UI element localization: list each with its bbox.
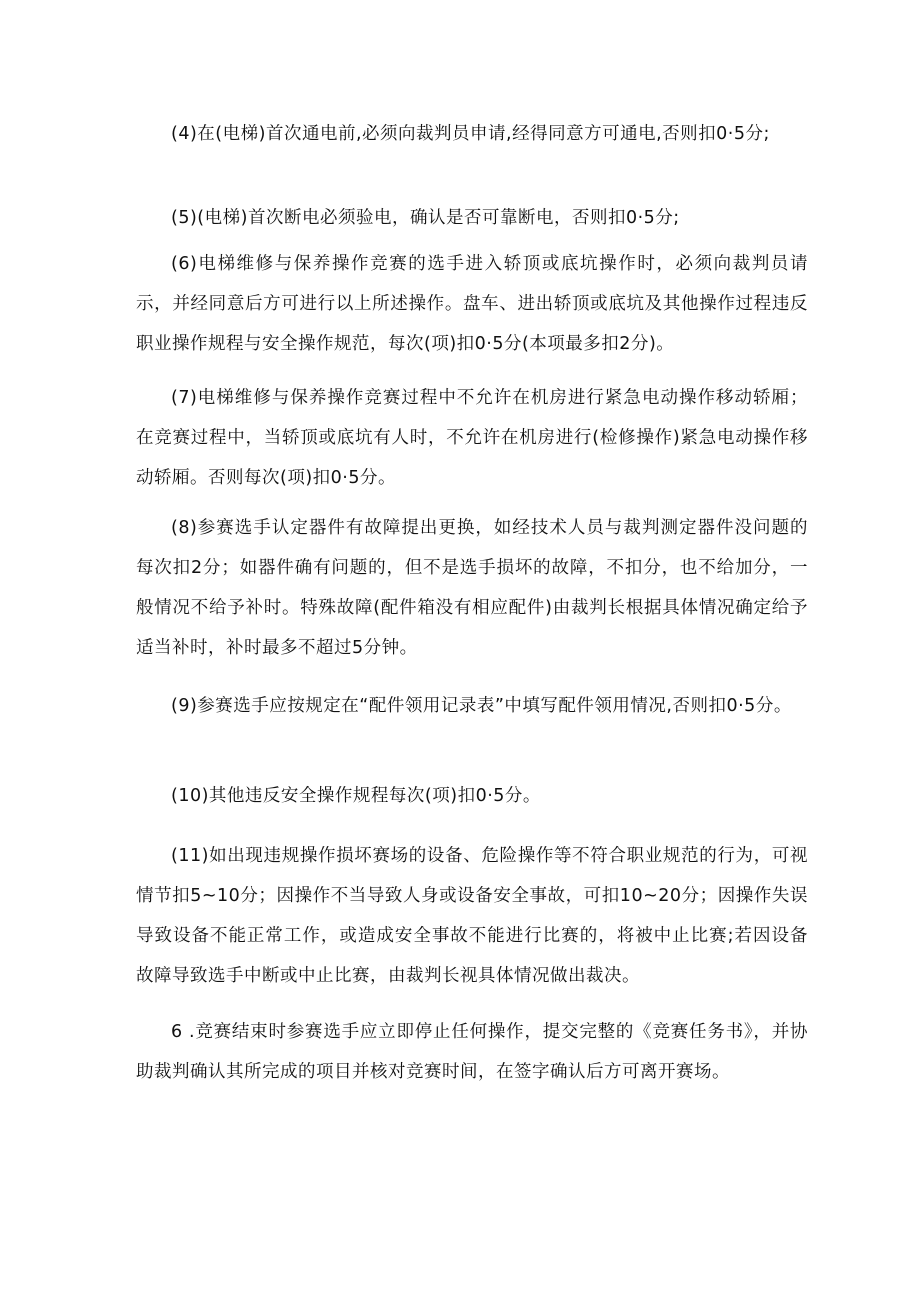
rule-paragraph-9: (9)参赛选手应按规定在“配件领用记录表”中填写配件领用情况,否则扣0·5分。: [171, 696, 792, 716]
rule-paragraph-10: (10)其他违反安全操作规程每次(项)扣0·5分。: [171, 786, 541, 806]
rule-paragraph-4: (4)在(电梯)首次通电前,必须向裁判员申请,经得同意方可通电,否则扣0·5分;: [171, 124, 770, 144]
section-item-6: 6 .竞赛结束时参赛选手应立即停止任何操作，提交完整的《竞赛任务书》，并协助裁判确认其所完成的项目并核对竞赛时间，在签字确认后方可离开赛场。: [136, 1022, 808, 1082]
rule-paragraph-5: (5)(电梯)首次断电必须验电，确认是否可靠断电，否则扣0·5分;: [171, 208, 680, 228]
rule-paragraph-7: (7)电梯维修与保养操作竞赛过程中不允许在机房进行紧急电动操作移动轿厢；在竞赛过程中，当轿顶或底坑有人时，不允许在机房进行(检修操作)紧急电动操作移动轿厢。否则每次(项)扣0·5分。: [136, 388, 808, 488]
rule-paragraph-8: (8)参赛选手认定器件有故障提出更换，如经技术人员与裁判测定器件没问题的每次扣2分；如器件确有问题的，但不是选手损坏的故障，不扣分，也不给加分，一般情况不给予补时。特殊故障(配件箱没有相应配件)由裁判长根据具体情况确定给予适当补时，补时最多不超过5分钟。: [136, 518, 808, 658]
rule-paragraph-6: (6)电梯维修与保养操作竞赛的选手进入轿顶或底坑操作时，必须向裁判员请示，并经同意后方可进行以上所述操作。盘车、进出轿顶或底坑及其他操作过程违反职业操作规程与安全操作规范，每次(项)扣0·5分(本项最多扣2分)。: [136, 254, 808, 354]
rule-paragraph-11: (11)如出现违规操作损坏赛场的设备、危险操作等不符合职业规范的行为，可视情节扣5~10分；因操作不当导致人身或设备安全事故，可扣10~20分；因操作失误导致设备不能正常工作，或造成安全事故不能进行比赛的，将被中止比赛;若因设备故障导致选手中断或中止比赛，由裁判长视具体情况做出裁决。: [136, 846, 808, 986]
